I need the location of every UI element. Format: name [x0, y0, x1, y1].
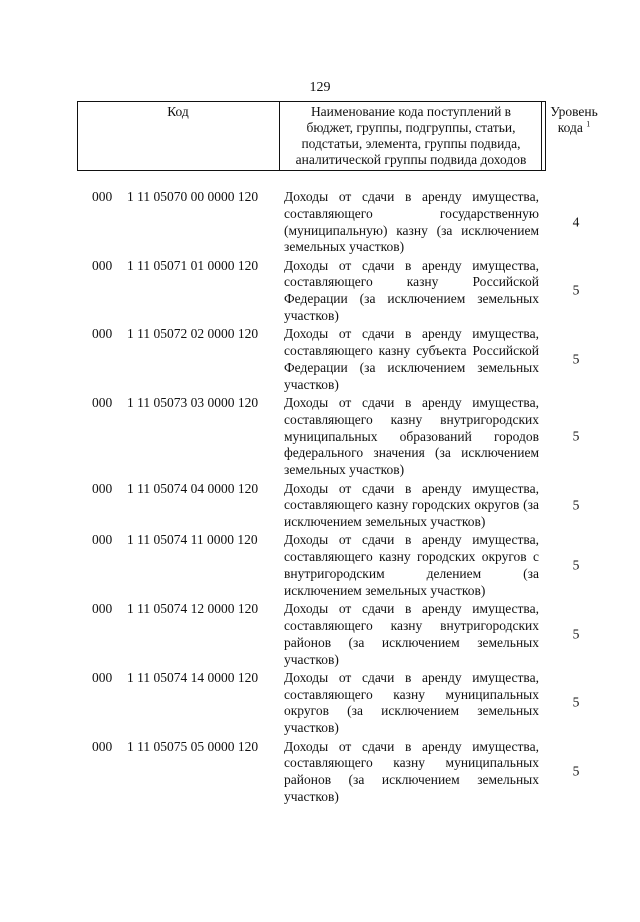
header-name-line: Наименование кода поступлений в	[310, 104, 512, 119]
admin-code: 000	[92, 189, 113, 204]
income-name: Доходы от сдачи в аренду имущества, составляющего казну субъекта Российской Федерации (за исключением земельных участков)	[284, 326, 539, 392]
code-level: 5	[572, 763, 580, 779]
admin-code: 000	[92, 532, 113, 548]
code-level: 4	[572, 214, 580, 230]
income-code: 1 11 05072 02 0000 120	[127, 326, 259, 342]
header-name	[281, 104, 541, 168]
income-name: Доходы от сдачи в аренду имущества, составляющего казну муниципальных округов (за исключением земельных участков)	[284, 669, 539, 736]
code-level: 5	[572, 497, 580, 513]
table-row	[0, 601, 640, 668]
header-level-word: кода	[557, 120, 583, 135]
header-name-line: подстатьи, элемента, группы подвида,	[301, 136, 521, 151]
income-codes-list	[0, 189, 640, 807]
admin-code: 000	[92, 480, 113, 496]
income-code: 1 11 05070 00 0000 120	[127, 189, 259, 204]
income-code: 1 11 05073 03 0000 120	[127, 395, 259, 411]
header-name-line: аналитической группы подвида доходов	[295, 152, 527, 167]
code-level: 5	[572, 351, 580, 367]
code-level: 5	[572, 626, 580, 642]
table-header	[77, 101, 598, 171]
admin-code: 000	[92, 395, 113, 411]
header-divider-2	[541, 102, 542, 170]
header-level	[543, 104, 605, 136]
header-level-line1: Уровень	[550, 104, 598, 119]
income-name: Доходы от сдачи в аренду имущества, составляющего казну муниципальных районов (за исключением земельных участков)	[284, 738, 539, 804]
footnote-marker: 1	[586, 119, 591, 129]
table-row	[0, 326, 640, 393]
header-divider-1	[279, 102, 280, 170]
income-name: Доходы от сдачи в аренду имущества, составляющего казну внутригородских муниципальных образований городов федерального значения (за исключением земельных участков)	[284, 395, 539, 478]
code-level: 5	[572, 695, 580, 711]
table-row	[0, 532, 640, 599]
income-code: 1 11 05075 05 0000 120	[127, 738, 259, 754]
table-row	[0, 670, 640, 737]
income-code: 1 11 05074 12 0000 120	[127, 601, 259, 617]
income-name: Доходы от сдачи в аренду имущества, составляющего казну городских округов (за исключением земельных участков)	[284, 480, 539, 530]
admin-code: 000	[92, 601, 113, 617]
table-row	[0, 739, 640, 806]
admin-code: 000	[92, 669, 113, 685]
table-row	[0, 258, 640, 325]
table-row	[0, 481, 640, 531]
admin-code: 000	[92, 257, 113, 273]
table-row	[0, 395, 640, 479]
income-name: Доходы от сдачи в аренду имущества, составляющего казну Российской Федерации (за исключением земельных участков)	[284, 257, 539, 324]
income-name: Доходы от сдачи в аренду имущества, составляющего государственную (муниципальную) казну (за исключением земельных участков)	[284, 189, 539, 255]
admin-code: 000	[92, 326, 113, 342]
table-row	[0, 189, 640, 256]
income-code: 1 11 05074 11 0000 120	[127, 532, 258, 548]
header-name-line: бюджет, группы, подгруппы, статьи,	[306, 120, 516, 135]
code-level: 5	[572, 428, 580, 444]
income-code: 1 11 05071 01 0000 120	[127, 257, 259, 273]
income-code: 1 11 05074 14 0000 120	[127, 669, 259, 685]
page-number: 129	[309, 80, 331, 95]
income-code: 1 11 05074 04 0000 120	[127, 480, 259, 496]
admin-code: 000	[92, 738, 113, 754]
code-level: 5	[572, 557, 580, 573]
header-level-line2	[543, 120, 605, 136]
income-name: Доходы от сдачи в аренду имущества, составляющего казну внутригородских районов (за исключением земельных участков)	[284, 601, 539, 667]
header-code: Код	[167, 104, 189, 119]
code-level: 5	[572, 282, 580, 298]
income-name: Доходы от сдачи в аренду имущества, составляющего казну городских округов с внутригородским делением (за исключением земельных участков)	[284, 532, 539, 598]
